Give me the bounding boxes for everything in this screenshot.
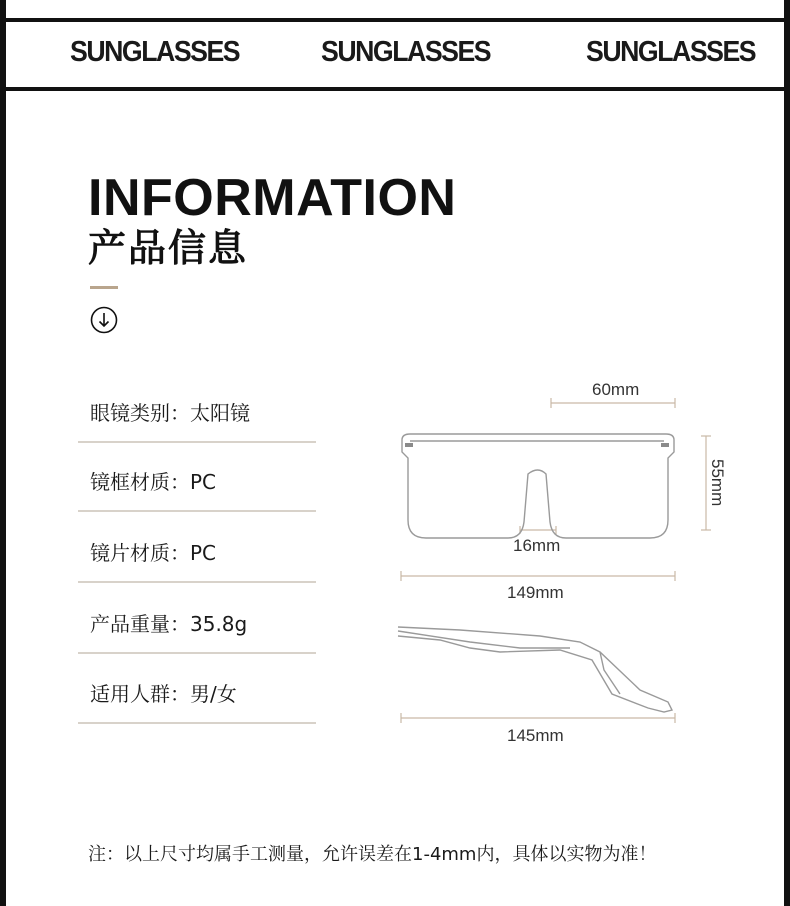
dim-label-temple-length: 145mm (507, 726, 564, 745)
dim-label-frame-width: 149mm (507, 583, 564, 602)
dim-label-lens-height: 55mm (708, 459, 727, 507)
side-view (398, 627, 672, 712)
banner-label-3: SUNGLASSES (586, 36, 756, 68)
spec-text-lens-material: 镜片材质：PC (90, 541, 217, 565)
spec-text-category: 眼镜类别：太阳镜 (90, 401, 250, 425)
spec-text-audience: 适用人群：男/女 (90, 682, 237, 706)
banner-label-1: SUNGLASSES (70, 36, 240, 68)
dim-label-bridge: 16mm (513, 536, 561, 555)
spec-text-weight: 产品重量：35.8g (90, 612, 248, 636)
dim-label-lens-width: 60mm (592, 380, 640, 399)
banner-label-2: SUNGLASSES (321, 36, 491, 68)
section-title-en: INFORMATION (88, 169, 457, 227)
front-view (402, 434, 674, 538)
spec-text-frame-material: 镜框材质：PC (90, 470, 217, 494)
section-title-zh: 产品信息 (88, 226, 249, 270)
measurement-footnote: 注：以上尺寸均属手工测量，允许误差在1-4mm内，具体以实物为准！ (88, 844, 657, 865)
